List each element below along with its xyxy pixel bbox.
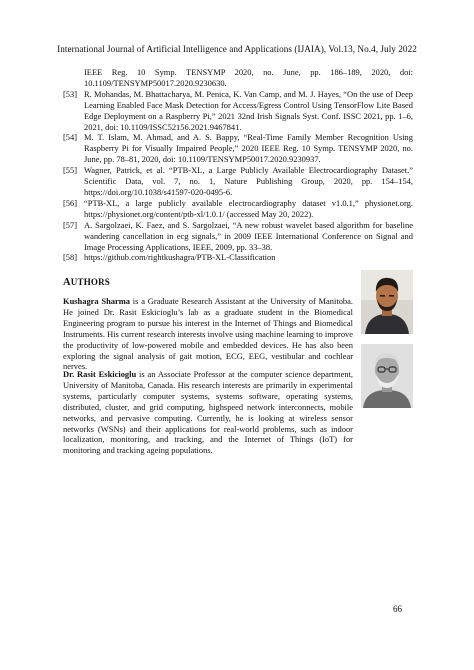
authors-heading-rest: UTHORS <box>70 277 111 287</box>
author-portrait-icon <box>361 270 413 334</box>
author-bio-rasit-eskicioglu <box>63 369 353 456</box>
page-number: 66 <box>393 604 402 614</box>
reference-number: [53] <box>63 88 78 99</box>
author-bio-text: is an Associate Professor at the computer science department, University of Manitoba, Canada. His research interests are primarily in experimental systems, particularly computer systems, systems software, operating systems, distributed, cluster, and grid computing, highspeed network interconnects, mobile networks, and pervasive computing. Currently, he is looking at wireless sensor networks (WSNs) and their applications for real-world problems, such as indoor localization, monitoring, and tracking, and the Internet of Things (IoT) for monitoring and tracking ageing populations. <box>63 369 353 456</box>
reference-item <box>63 198 413 220</box>
reference-number: [56] <box>63 197 78 208</box>
reference-text: “PTB-XL, a large publicly available electrocardiography dataset v1.0.1,” physionet.org. https://physionet.org/content/ptb-xl/1.0.1/ (accessed May 20, 2022). <box>84 197 413 219</box>
reference-item <box>63 67 413 89</box>
reference-text: IEEE Reg. 10 Symp. TENSYMP 2020, no. June, pp. 186–189, 2020, doi: 10.1109/TENSYMP50017.2020.9230630. <box>84 67 413 88</box>
reference-number: [55] <box>63 165 78 176</box>
reference-text: Wagner, Patrick, et al. “PTB-XL, a Large Publicly Available Electrocardiography Dataset.” Scientific Data, vol. 7, no. 1, Nature Publishing Group, 2020, pp. 154–154, https://doi.org/10.1038/s41597-020-0495-6. <box>84 165 413 197</box>
reference-list <box>63 67 413 263</box>
author-name: Kushagra Sharma <box>63 296 131 306</box>
reference-item <box>63 132 413 165</box>
authors-heading <box>63 277 110 288</box>
author-name: Dr. Rasit Eskicioglu <box>63 369 137 379</box>
author-bio-text: is a Graduate Research Assistant at the University of Manitoba. He joined Dr. Rasit Eskicioglu’s lab as a graduate student in the Biomedical Engineering program to pursue his interest in the Internet of Things and Biomedical Instruments. His current research interests involve using machine learning to improve the productivity of low-powered mobile and embedded devices. He has also been exploring the signal analysis of gait motion, ECG, EEG, vestibular and cochlear nerves. <box>63 296 353 372</box>
authors-heading-initial: A <box>63 277 71 288</box>
reference-number: [58] <box>63 252 78 263</box>
reference-text: R. Mohandas, M. Bhattacharya, M. Penica, K. Van Camp, and M. J. Hayes, “On the use of Deep Learning Enabled Face Mask Detection for Access/Egress Control Using TensorFlow Lite Based Edge Deployment on a Raspberry Pi,” 2021 32nd Irish Signals Syst. Conf. ISSC 2021, pp. 1–6, 2021, doi: 10.1109/ISSC52156.2021.9467841. <box>84 88 413 132</box>
author-portrait-icon <box>361 344 413 408</box>
reference-text: M. T. Islam, M. Ahmad, and A. S. Bappy, “Real-Time Family Member Recognition Using Raspberry Pi for Visually Impaired People,” 2020 IEEE Reg. 10 Symp. TENSYMP 2020, no. June, pp. 78–81, 2020, doi: 10.1109/TENSYMP50017.2020.9230937. <box>84 132 413 165</box>
reference-item <box>63 252 413 263</box>
author-photo-kushagra-sharma <box>361 270 413 334</box>
reference-link[interactable]: https://github.com/rightkushagra/PTB-XL-Classification <box>84 252 276 263</box>
reference-item <box>63 89 413 133</box>
reference-number: [54] <box>63 132 78 143</box>
reference-text: A. Sargolzaei, K. Faez, and S. Sargolzaei, “A new robust wavelet based algorithm for baseline wandering cancellation in ecg signals,” in 2009 IEEE International Conference on Signal and Image Processing Applications, IEEE, 2009, pp. 33–38. <box>84 219 413 252</box>
author-photo-rasit-eskicioglu <box>361 344 413 408</box>
reference-item <box>63 220 413 253</box>
running-head: International Journal of Artificial Intelligence and Applications (IJAIA), Vol.13, No.4, July 2022 <box>57 44 417 54</box>
reference-number: [57] <box>63 219 78 230</box>
reference-item <box>63 165 413 198</box>
author-bio-kushagra-sharma <box>63 296 353 372</box>
